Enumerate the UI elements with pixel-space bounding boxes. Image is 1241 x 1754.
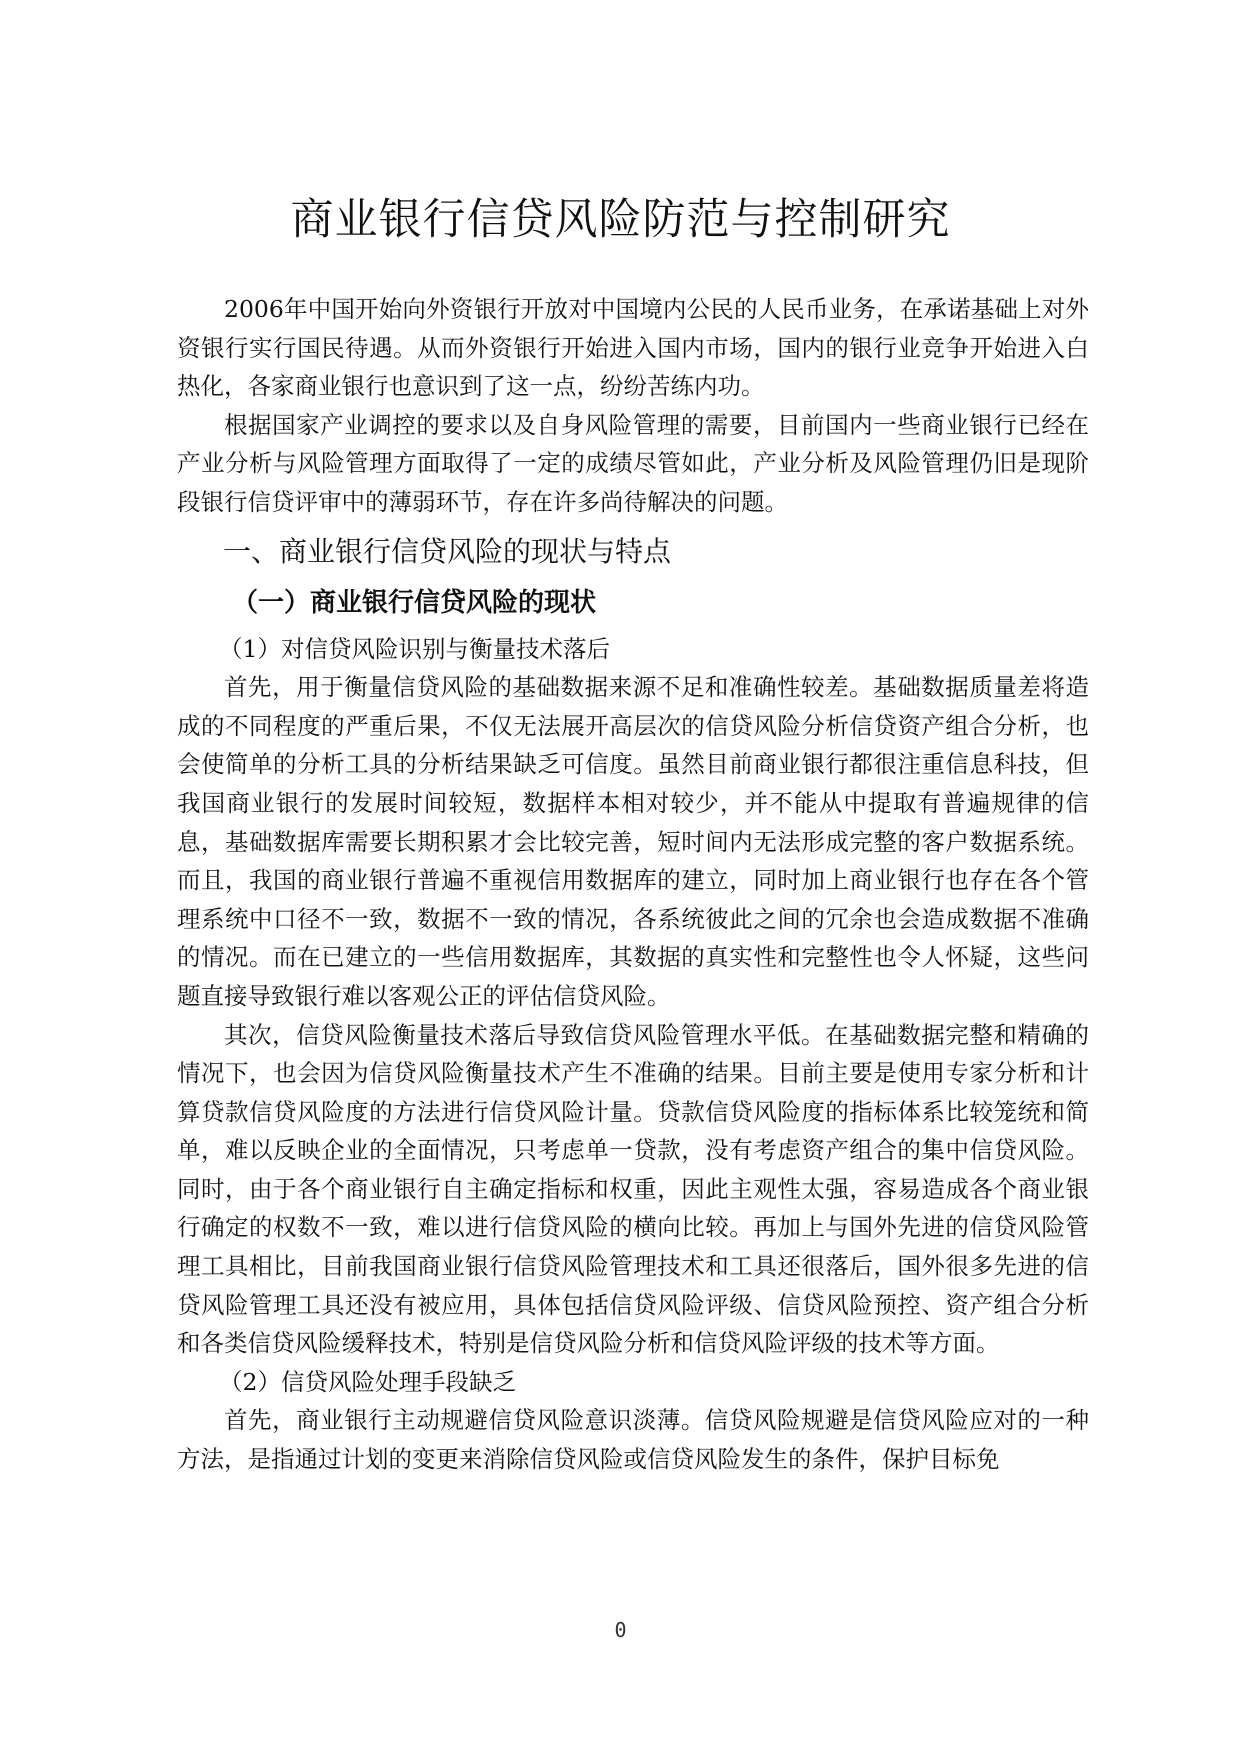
item-label-1: （1）对信贷风险识别与衡量技术落后	[219, 634, 610, 663]
intro-paragraph-2: 根据国家产业调控的要求以及自身风险管理的需要，目前国内一些商业银行已经在产业分析与风险管理方面取得了一定的成绩尽管如此，产业分析及风险管理仍旧是现阶段银行信贷评审中的薄弱环节，存在许多尚待解决的问题。	[177, 410, 1089, 516]
section-heading: 一、商业银行信贷风险的现状与特点	[223, 534, 672, 568]
item2-paragraph-1: 首先，商业银行主动规避信贷风险意识淡薄。信贷风险规避是信贷风险应对的一种方法，是指通过计划的变更来消除信贷风险或信贷风险发生的条件，保护目标免	[177, 1406, 1089, 1474]
item-label-2: （2）信贷风险处理手段缺乏	[219, 1367, 516, 1396]
subsection-heading: （一）商业银行信贷风险的现状	[232, 587, 597, 618]
document-body	[177, 290, 1089, 1479]
document-title: 商业银行信贷风险防范与控制研究	[290, 195, 951, 245]
intro-paragraph-1: 2006年中国开始向外资银行开放对中国境内公民的人民币业务，在承诺基础上对外资银行实行国民待遇。从而外资银行开始进入国内市场，国内的银行业竞争开始进入白热化，各家商业银行也意识到了这一点，纷纷苦练内功。	[177, 295, 1089, 401]
item1-paragraph-2: 其次，信贷风险衡量技术落后导致信贷风险管理水平低。在基础数据完整和精确的情况下，也会因为信贷风险衡量技术产生不准确的结果。目前主要是使用专家分析和计算贷款信贷风险度的方法进行信贷风险计量。贷款信贷风险度的指标体系比较笼统和简单，难以反映企业的全面情况，只考虑单一贷款，没有考虑资产组合的集中信贷风险。同时，由于各个商业银行自主确定指标和权重，因此主观性太强，容易造成各个商业银行确定的权数不一致，难以进行信贷风险的横向比较。再加上与国外先进的信贷风险管理工具相比，目前我国商业银行信贷风险管理技术和工具还很落后，国外很多先进的信贷风险管理工具还没有被应用，具体包括信贷风险评级、信贷风险预控、资产组合分析和各类信贷风险缓释技术，特别是信贷风险分析和信贷风险评级的技术等方面。	[177, 1020, 1089, 1358]
page-number: 0	[614, 1618, 627, 1642]
item1-paragraph-1: 首先，用于衡量信贷风险的基础数据来源不足和准确性较差。基础数据质量差将造成的不同程度的严重后果，不仅无法展开高层次的信贷风险分析信贷资产组合分析，也会使简单的分析工具的分析结果缺乏可信度。虽然目前商业银行都很注重信息科技，但我国商业银行的发展时间较短，数据样本相对较少，并不能从中提取有普遍规律的信息，基础数据库需要长期积累才会比较完善，短时间内无法形成完整的客户数据系统。而且，我国的商业银行普遍不重视信用数据库的建立，同时加上商业银行也存在各个管理系统中口径不一致，数据不一致的情况，各系统彼此之间的冗余也会造成数据不准确的情况。而在已建立的一些信用数据库，其数据的真实性和完整性也令人怀疑，这些问题直接导致银行难以客观公正的评估信贷风险。	[177, 673, 1089, 1010]
